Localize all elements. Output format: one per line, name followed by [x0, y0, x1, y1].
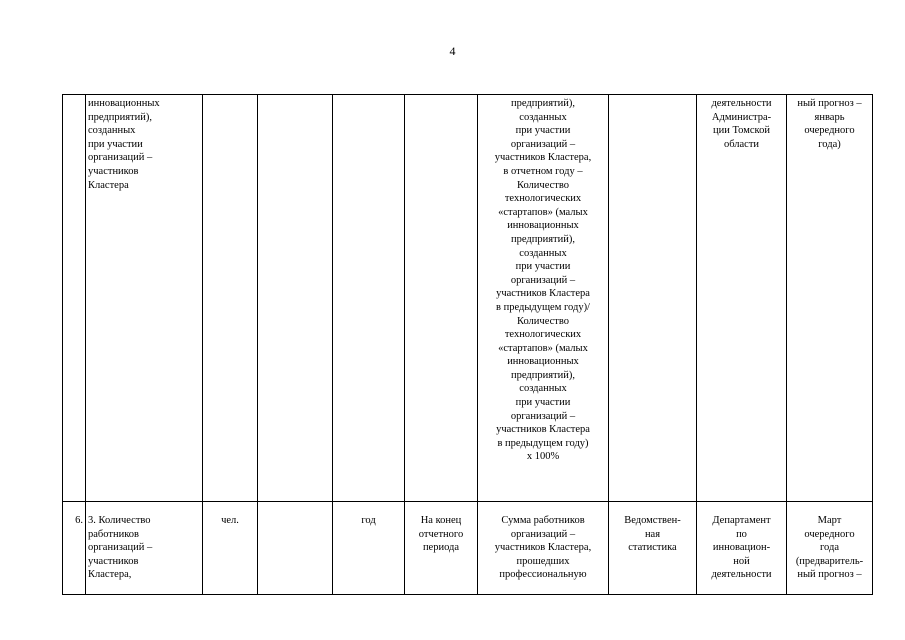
cell-indicator: 3. Количество работников организаций – участников Кластера,: [86, 502, 203, 595]
indicators-table: [62, 94, 873, 595]
cell-formula: Сумма работников организаций – участников Кластера, прошедших профессиональную: [478, 502, 609, 595]
cell-indicator: инновационных предприятий), созданных при участии организаций – участников Кластера: [86, 95, 203, 502]
cell-responsible: Департамент по инновацион- ной деятельности: [697, 502, 787, 595]
cell-source: [609, 95, 697, 502]
cell-period: [333, 95, 405, 502]
cell-period: год: [333, 502, 405, 595]
cell-date: [405, 95, 478, 502]
cell-source: Ведомствен- ная статистика: [609, 502, 697, 595]
cell-unit: чел.: [203, 502, 258, 595]
table-row-continued: [63, 95, 873, 502]
cell-deadline: Март очередного года (предваритель- ный прогноз –: [787, 502, 873, 595]
cell-formula: предприятий), созданных при участии организаций – участников Кластера, в отчетном году – Количество технологических «стартапов» (малых инновационных предприятий), созданных при участии организаций – участников Кластера в предыдущем году)/ Количество технологических «стартапов» (малых инновационных предприятий), созданных при участии организаций – участников Кластера в предыдущем году) х 100%: [478, 95, 609, 502]
table-row-6: [63, 502, 873, 595]
cell-responsible: деятельности Администра- ции Томской области: [697, 95, 787, 502]
cell-num: [63, 95, 86, 502]
cell-deadline: ный прогноз – январь очередного года): [787, 95, 873, 502]
cell-num: 6.: [63, 502, 86, 595]
cell-empty: [258, 502, 333, 595]
page-number: 4: [449, 44, 456, 58]
cell-empty: [258, 95, 333, 502]
cell-date: На конец отчетного периода: [405, 502, 478, 595]
cell-unit: [203, 95, 258, 502]
